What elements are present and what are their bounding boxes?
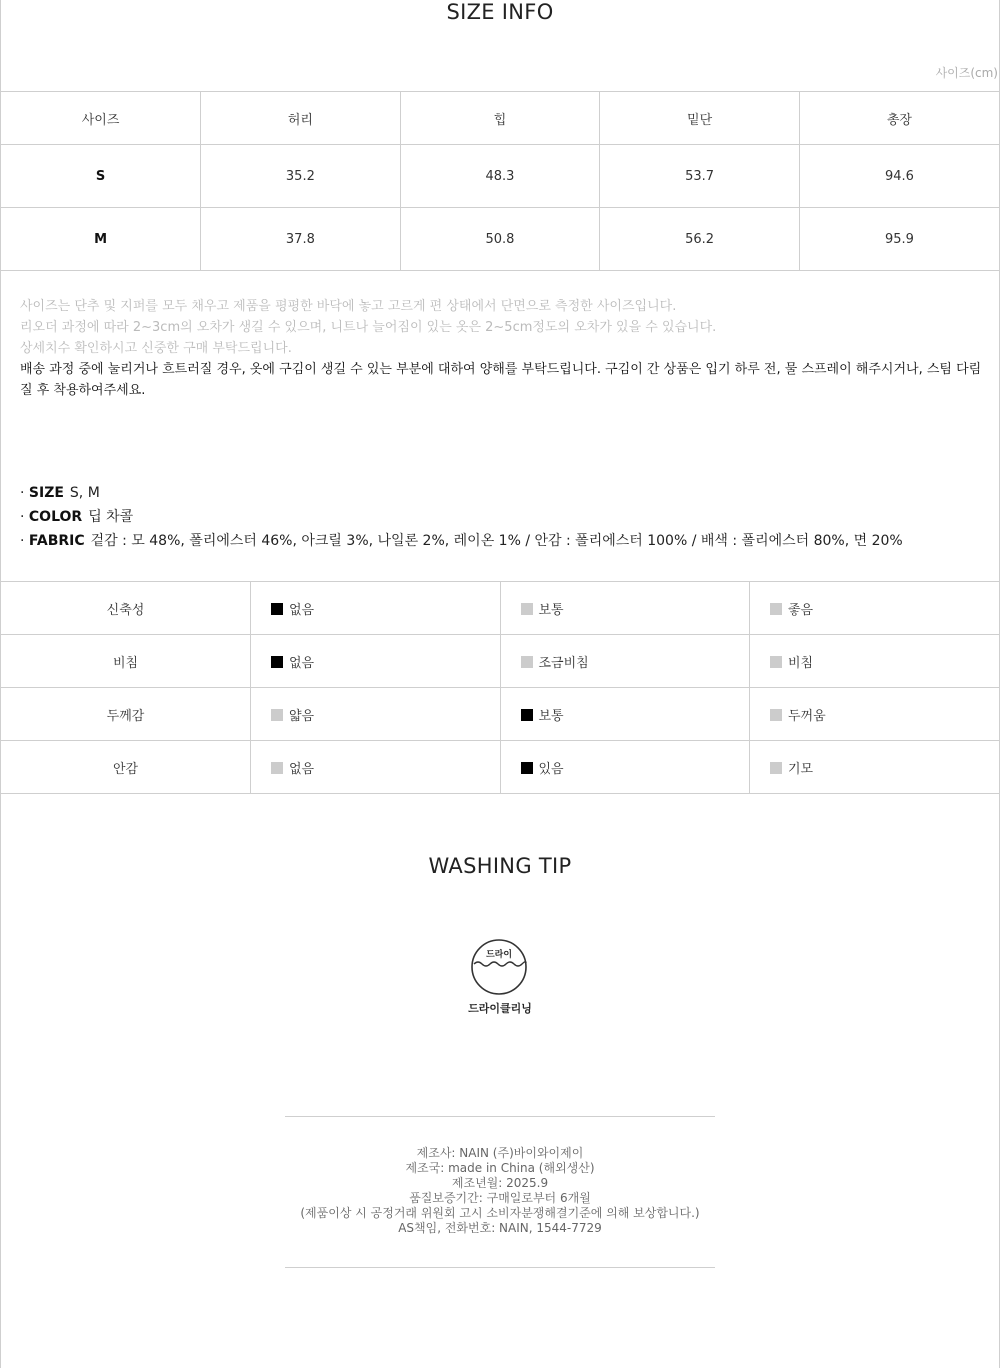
size-table-row: [1, 145, 999, 208]
dry-clean-icon: [470, 938, 528, 996]
feel-option: [750, 688, 1000, 741]
indicator-square-icon: [271, 603, 283, 615]
maker-line: AS책임, 전화번호: NAIN, 1544-7729: [398, 1221, 602, 1235]
indicator-square-icon: [521, 656, 533, 668]
size-header-cell: 총장: [799, 92, 999, 145]
size-header-cell: 허리: [201, 92, 401, 145]
size-table-header: [1, 92, 999, 145]
size-label-cell: S: [1, 145, 201, 208]
size-header-cell: 힙: [400, 92, 600, 145]
size-notes: [20, 296, 992, 401]
size-value-cell: 37.8: [201, 208, 401, 271]
indicator-square-icon: [521, 762, 533, 774]
feel-option-text: 보통: [538, 708, 564, 724]
feel-option: [750, 635, 1000, 688]
product-spec: [20, 481, 903, 553]
spec-fabric-label: FABRIC: [28, 533, 85, 549]
feel-option-text: 없음: [289, 761, 315, 777]
maker-line: 품질보증기간: 구매일로부터 6개월: [409, 1191, 591, 1205]
feel-option: [500, 582, 750, 635]
feel-option-text: 좋음: [788, 602, 814, 618]
size-note-line: 상세치수 확인하시고 신중한 구매 부탁드립니다.: [20, 341, 292, 356]
indicator-square-icon: [271, 709, 283, 721]
feel-row: [1, 741, 999, 794]
feel-option: [251, 741, 501, 794]
size-note-line: 사이즈는 단추 및 지퍼를 모두 채우고 제품을 평평한 바닥에 놓고 고르게 편 상태에서 단면으로 측정한 사이즈입니다.: [20, 299, 677, 314]
spec-color: · COLOR 딥 차콜: [20, 509, 134, 525]
size-value-cell: 95.9: [799, 208, 999, 271]
feel-row: [1, 582, 999, 635]
feel-row: [1, 635, 999, 688]
size-value-cell: 35.2: [201, 145, 401, 208]
maker-line: 제조국: made in China (해외생산): [405, 1161, 595, 1175]
indicator-square-icon: [271, 762, 283, 774]
feel-option-text: 조금비침: [538, 655, 589, 671]
feel-option: [500, 741, 750, 794]
washing-tip-title: WASHING TIP: [428, 854, 572, 878]
feel-option-text: 없음: [289, 655, 315, 671]
spec-color-value: 딥 차콜: [88, 509, 134, 525]
indicator-square-icon: [770, 762, 782, 774]
spec-fabric: · FABRIC 겉감 : 모 48%, 폴리에스터 46%, 아크릴 3%, 나일론 2%, 레이온 1% / 안감 : 폴리에스터 100% / 배색 : 폴리에스터 80%, 면 20%: [20, 533, 903, 549]
indicator-square-icon: [770, 709, 782, 721]
feel-option-text: 있음: [538, 761, 564, 777]
feel-row: [1, 688, 999, 741]
feel-option-text: 없음: [289, 602, 315, 618]
shipping-note: 배송 과정 중에 눌리거나 흐트러질 경우, 옷에 구김이 생길 수 있는 부분에 대하여 양해를 부탁드립니다. 구김이 간 상품은 입기 하루 전, 물 스프레이 해주시거나, 스팀 다림질 후 착용하여주세요.: [20, 362, 982, 398]
feel-option-text: 두꺼움: [788, 708, 826, 724]
size-value-cell: 48.3: [400, 145, 600, 208]
feel-option-text: 보통: [538, 602, 564, 618]
feel-option: [750, 582, 1000, 635]
indicator-square-icon: [770, 656, 782, 668]
feel-option: [251, 688, 501, 741]
size-value-cell: 56.2: [600, 208, 800, 271]
fabric-feel-table: [1, 581, 999, 794]
feel-option: [500, 635, 750, 688]
feel-option: [251, 635, 501, 688]
feel-option: [750, 741, 1000, 794]
maker-line: (제품이상 시 공정거래 위원회 고시 소비자분쟁해결기준에 의해 보상합니다.): [300, 1206, 700, 1220]
size-note-line: 리오더 과정에 따라 2~3cm의 오차가 생길 수 있으며, 니트나 늘어짐이 있는 옷은 2~5cm정도의 오차가 있을 수 있습니다.: [20, 320, 717, 335]
size-unit-label: 사이즈(cm): [935, 66, 998, 80]
spec-size-value: S, M: [69, 485, 100, 501]
feel-option-text: 기모: [788, 761, 814, 777]
feel-label: 두께감: [1, 688, 251, 741]
feel-label: 안감: [1, 741, 251, 794]
size-value-cell: 50.8: [400, 208, 600, 271]
size-value-cell: 53.7: [600, 145, 800, 208]
dry-clean-icon-text: 드라이: [485, 950, 513, 960]
feel-option: [500, 688, 750, 741]
maker-line: 제조년월: 2025.9: [451, 1176, 549, 1190]
size-header-cell: 밑단: [600, 92, 800, 145]
spec-fabric-value: 겉감 : 모 48%, 폴리에스터 46%, 아크릴 3%, 나일론 2%, 레이온 1% / 안감 : 폴리에스터 100% / 배색 : 폴리에스터 80%, 면 20%: [90, 533, 903, 549]
indicator-square-icon: [271, 656, 283, 668]
divider: [285, 1116, 715, 1117]
indicator-square-icon: [521, 603, 533, 615]
feel-option: [251, 582, 501, 635]
maker-line: 제조사: NAIN (주)바이와이제이: [416, 1146, 584, 1160]
size-table: [1, 91, 999, 271]
size-info-title: SIZE INFO: [446, 0, 554, 24]
size-table-row: [1, 208, 999, 271]
manufacturer-info: [0, 1146, 1000, 1236]
spec-size-label: SIZE: [28, 485, 64, 501]
size-label-cell: M: [1, 208, 201, 271]
size-header-cell: 사이즈: [1, 92, 201, 145]
indicator-square-icon: [521, 709, 533, 721]
feel-label: 비침: [1, 635, 251, 688]
spec-size: · SIZE S, M: [20, 485, 100, 501]
spec-color-label: COLOR: [28, 509, 83, 525]
indicator-square-icon: [770, 603, 782, 615]
size-value-cell: 94.6: [799, 145, 999, 208]
washing-caption: 드라이클리닝: [468, 1002, 532, 1015]
divider: [285, 1267, 715, 1268]
feel-option-text: 비침: [788, 655, 814, 671]
feel-option-text: 얇음: [289, 708, 315, 724]
feel-label: 신축성: [1, 582, 251, 635]
